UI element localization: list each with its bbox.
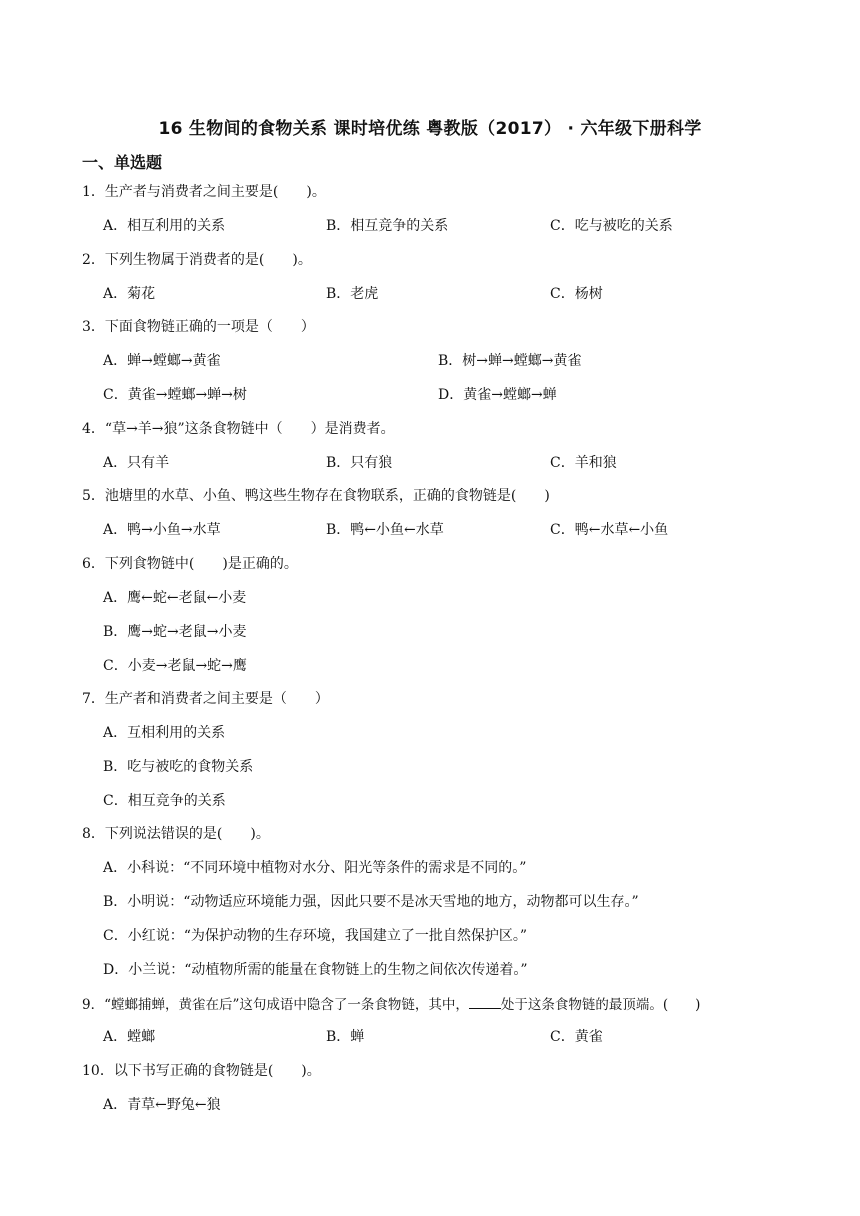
question-9-option-b: B．蝉 (326, 1029, 365, 1045)
question-5-option-b: B．鸭←小鱼←水草 (326, 522, 444, 538)
question-7-stem: 7．生产者和消费者之间主要是（ ） (82, 691, 329, 707)
question-2-stem: 2．下列生物属于消费者的是( )。 (82, 252, 312, 268)
question-8-option-a: A．小科说：“不同环境中植物对水分、阳光等条件的需求是不同的。” (103, 860, 527, 876)
question-4-option-a: A．只有羊 (103, 455, 170, 471)
question-4-option-c: C．羊和狼 (550, 455, 617, 471)
question-2-option-a: A．菊花 (103, 286, 156, 302)
question-8-option-b: B．小明说：“动物适应环境能力强，因此只要不是冰天雪地的地方，动物都可以生存。” (103, 894, 639, 910)
question-1-option-a: A．相互利用的关系 (103, 218, 226, 234)
question-2-option-c: C．杨树 (550, 286, 603, 302)
question-1-stem: 1．生产者与消费者之间主要是( )。 (82, 184, 326, 200)
question-4-stem: 4．“草→羊→狼”这条食物链中（ ）是消费者。 (82, 421, 395, 437)
question-8-stem: 8．下列说法错误的是( )。 (82, 826, 270, 842)
question-5-option-a: A．鸭→小鱼→水草 (103, 522, 221, 538)
question-10-option-a: A．青草←野兔←狼 (103, 1097, 221, 1113)
question-6-option-c: C．小麦→老鼠→蛇→鹰 (103, 658, 247, 674)
question-9-option-a: A．螳螂 (103, 1029, 156, 1045)
question-8-option-c: C．小红说：“为保护动物的生存环境，我国建立了一批自然保护区。” (103, 928, 528, 944)
question-5-stem: 5．池塘里的水草、小鱼、鸭这些生物存在食物联系，正确的食物链是( ) (82, 488, 550, 504)
question-3-stem: 3．下面食物链正确的一项是（ ） (82, 319, 315, 335)
section-heading: 一、单选题 (82, 153, 163, 172)
answer-blank (469, 996, 501, 1009)
question-5-option-c: C．鸭←水草←小鱼 (550, 522, 669, 538)
question-6-option-b: B．鹰→蛇→老鼠→小麦 (103, 624, 247, 640)
question-8-option-d: D．小兰说：“动植物所需的能量在食物链上的生物之间依次传递着。” (103, 962, 528, 978)
question-1-option-b: B．相互竞争的关系 (326, 218, 449, 234)
question-6-option-a: A．鹰←蛇←老鼠←小麦 (103, 590, 247, 606)
question-7-option-a: A．互相利用的关系 (103, 725, 226, 741)
question-3-option-c: C．黄雀→螳螂→蝉→树 (103, 387, 247, 403)
question-9-stem (82, 993, 700, 1013)
question-9-option-c: C．黄雀 (550, 1029, 603, 1045)
question-3-option-d: D．黄雀→螳螂→蝉 (438, 387, 557, 403)
question-4-option-b: B．只有狼 (326, 455, 393, 471)
question-7-option-c: C．相互竞争的关系 (103, 793, 226, 809)
question-10-stem: 10．以下书写正确的食物链是( )。 (82, 1063, 321, 1079)
question-1-option-c: C．吃与被吃的关系 (550, 218, 673, 234)
question-3-option-a: A．蝉→螳螂→黄雀 (103, 353, 221, 369)
question-7-option-b: B．吃与被吃的食物关系 (103, 759, 254, 775)
question-6-stem: 6．下列食物链中( )是正确的。 (82, 556, 298, 572)
question-2-option-b: B．老虎 (326, 286, 379, 302)
page-title: 16 生物间的食物关系 课时培优练 粤教版（2017） · 六年级下册科学 (158, 119, 702, 139)
question-9-stem-part-b: 处于这条食物链的最顶端。( ) (500, 997, 701, 1013)
question-9-stem-part-a: 9．“螳螂捕蝉，黄雀在后”这句成语中隐含了一条食物链，其中， (82, 997, 469, 1013)
question-3-option-b: B．树→蝉→螳螂→黄雀 (438, 353, 582, 369)
